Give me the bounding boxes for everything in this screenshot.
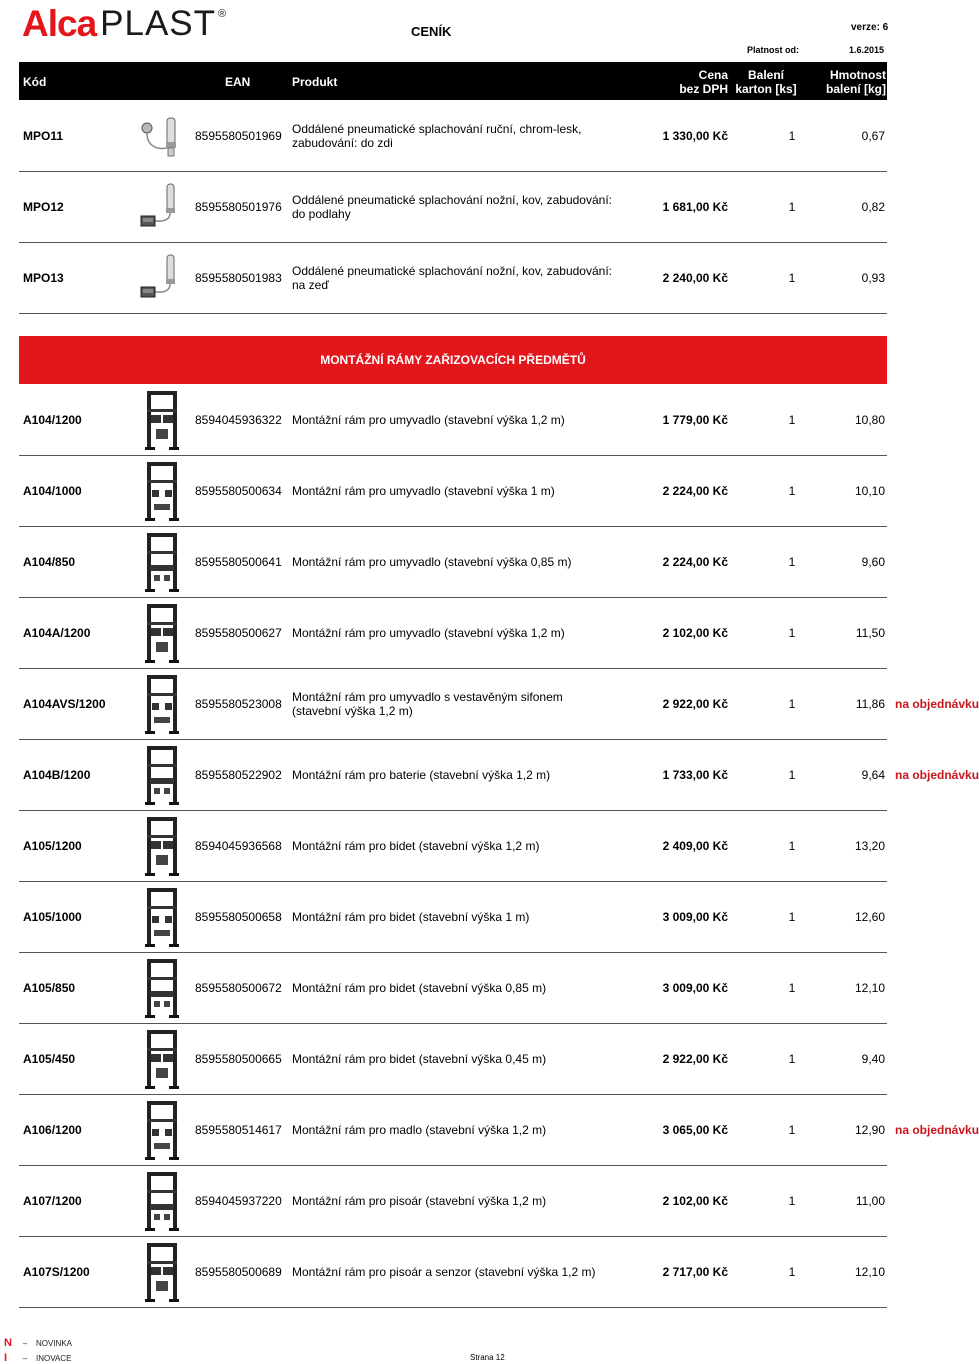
product-code: A104B/1200 xyxy=(23,767,91,782)
column-header-pack-line2: karton [ks] xyxy=(735,82,797,96)
product-price: 2 224,00 Kč xyxy=(662,554,728,569)
section-title: MONTÁŽNÍ RÁMY ZAŘIZOVACÍCH PŘEDMĚTŮ xyxy=(320,353,586,367)
pneumatic-flush-foot-icon xyxy=(131,242,193,313)
mounting-frame-icon xyxy=(131,526,193,597)
product-price: 2 717,00 Kč xyxy=(662,1264,728,1279)
product-ean: 8595580501969 xyxy=(195,128,282,143)
table-row xyxy=(19,952,887,1024)
product-ean: 8595580500627 xyxy=(195,625,282,640)
mounting-frame-icon xyxy=(131,1165,193,1236)
mounting-frame-icon xyxy=(131,384,193,455)
mounting-frame-icon xyxy=(131,952,193,1023)
product-weight: 11,00 xyxy=(855,1193,885,1208)
valid-from-date: 1.6.2015 xyxy=(849,45,885,55)
product-price: 2 240,00 Kč xyxy=(662,270,728,285)
product-price: 1 733,00 Kč xyxy=(662,767,728,782)
mounting-frame-icon xyxy=(131,739,193,810)
table-row xyxy=(19,526,887,598)
product-weight: 9,60 xyxy=(861,554,885,569)
pneumatic-flush-foot-icon xyxy=(131,171,193,242)
table-row xyxy=(19,739,979,811)
mounting-frame-icon xyxy=(131,597,193,668)
product-code: MPO11 xyxy=(23,128,64,143)
product-price: 2 922,00 Kč xyxy=(662,696,728,711)
product-description: Montážní rám pro umyvadlo s vestavěným sifonem (stavební výška 1,2 m) xyxy=(292,689,563,718)
product-pack-quantity: 1 xyxy=(788,696,796,711)
column-header-price xyxy=(659,68,728,96)
table-row xyxy=(19,242,887,314)
product-weight: 13,20 xyxy=(854,838,885,853)
product-ean: 8595580500689 xyxy=(195,1264,282,1279)
product-description: Montážní rám pro umyvadlo (stavební výška 1,2 m) xyxy=(292,412,565,427)
product-description: Montážní rám pro madlo (stavební výška 1,2 m) xyxy=(292,1122,547,1137)
product-ean: 8595580500658 xyxy=(195,909,282,924)
table-row xyxy=(19,597,887,669)
product-description: Oddálené pneumatické splachování ruční, chrom-lesk, zabudování: do zdi xyxy=(292,121,582,150)
legend-new-text: NOVINKA xyxy=(36,1338,73,1348)
product-price: 1 779,00 Kč xyxy=(662,412,728,427)
product-code: MPO12 xyxy=(23,199,64,214)
product-code: A105/450 xyxy=(23,1051,76,1066)
mounting-frame-icon xyxy=(131,1236,193,1307)
product-ean: 8595580501976 xyxy=(195,199,282,214)
product-description: Montážní rám pro bidet (stavební výška 1 m) xyxy=(292,909,530,924)
product-weight: 12,10 xyxy=(854,980,885,995)
table-row xyxy=(19,1236,887,1308)
legend-new-letter: N xyxy=(4,1337,12,1349)
product-weight: 9,64 xyxy=(861,767,885,782)
alcaplast-logo xyxy=(22,3,227,44)
product-ean: 8595580500641 xyxy=(195,554,282,569)
product-ean: 8595580500634 xyxy=(195,483,282,498)
legend-innovation-text: INOVACE xyxy=(36,1353,72,1363)
product-price: 2 922,00 Kč xyxy=(662,1051,728,1066)
mounting-frame-icon xyxy=(131,455,193,526)
product-weight: 12,90 xyxy=(854,1122,885,1137)
product-description: Oddálené pneumatické splachování nožní, kov, zabudování: na zeď xyxy=(292,263,612,292)
table-row xyxy=(19,810,887,882)
product-code: A104A/1200 xyxy=(23,625,91,640)
product-weight: 12,60 xyxy=(854,909,885,924)
product-price: 2 102,00 Kč xyxy=(662,625,728,640)
table-row xyxy=(19,384,887,456)
product-weight: 11,86 xyxy=(855,696,885,711)
product-description: Montážní rám pro pisoár (stavební výška 1,2 m) xyxy=(292,1193,547,1208)
product-pack-quantity: 1 xyxy=(788,1051,796,1066)
column-header-code: Kód xyxy=(23,75,47,89)
product-pack-quantity: 1 xyxy=(788,838,796,853)
mounting-frame-icon xyxy=(131,810,193,881)
product-pack-quantity: 1 xyxy=(788,1122,796,1137)
product-ean: 8595580501983 xyxy=(195,270,282,285)
product-code: A104/850 xyxy=(23,554,76,569)
product-price: 2 102,00 Kč xyxy=(662,1193,728,1208)
product-pack-quantity: 1 xyxy=(788,554,796,569)
product-pack-quantity: 1 xyxy=(788,1264,796,1279)
product-weight: 12,10 xyxy=(854,1264,885,1279)
product-price: 3 009,00 Kč xyxy=(662,980,728,995)
product-weight: 10,10 xyxy=(854,483,885,498)
order-only-note: na objednávku xyxy=(895,696,979,711)
table-row xyxy=(19,1165,887,1237)
product-description: Oddálené pneumatické splachování nožní, kov, zabudování: do podlahy xyxy=(292,192,612,221)
column-header-pack-line1: Balení xyxy=(747,68,784,82)
product-description: Montážní rám pro pisoár a senzor (stavební výška 1,2 m) xyxy=(292,1264,596,1279)
product-ean: 8595580500672 xyxy=(195,980,282,995)
legend-innovation-dash: – xyxy=(22,1353,28,1363)
product-code: MPO13 xyxy=(23,270,64,285)
logo-text-dark: PLAST xyxy=(100,4,217,43)
product-ean: 8594045936568 xyxy=(195,838,282,853)
product-price: 2 224,00 Kč xyxy=(662,483,728,498)
product-code: A104/1000 xyxy=(23,483,82,498)
legend-new xyxy=(4,1337,72,1349)
document-title: CENÍK xyxy=(411,24,452,39)
valid-from-label: Platnost od: xyxy=(747,45,799,55)
column-header-weight-line1: Hmotnost xyxy=(830,68,886,82)
column-header-weight xyxy=(819,68,886,96)
product-price: 1 681,00 Kč xyxy=(662,199,728,214)
product-pack-quantity: 1 xyxy=(788,909,796,924)
product-ean: 8595580500665 xyxy=(195,1051,282,1066)
table-row xyxy=(19,455,887,527)
product-weight: 11,50 xyxy=(855,625,885,640)
mounting-frame-icon xyxy=(131,881,193,952)
product-price: 3 065,00 Kč xyxy=(662,1122,728,1137)
product-code: A107S/1200 xyxy=(23,1264,90,1279)
section-header xyxy=(19,336,887,384)
pneumatic-flush-icon xyxy=(131,100,193,171)
column-header-ean: EAN xyxy=(225,75,251,89)
column-header-pack xyxy=(734,68,798,96)
mounting-frame-icon xyxy=(131,668,193,739)
column-header-product: Produkt xyxy=(292,75,338,89)
product-code: A105/850 xyxy=(23,980,76,995)
product-ean: 8595580514617 xyxy=(195,1122,282,1137)
order-only-note: na objednávku xyxy=(895,1122,979,1137)
product-code: A105/1200 xyxy=(23,838,82,853)
product-description: Montážní rám pro umyvadlo (stavební výška 1,2 m) xyxy=(292,625,565,640)
column-header-price-line2: bez DPH xyxy=(679,82,728,96)
product-code: A107/1200 xyxy=(23,1193,82,1208)
product-description: Montážní rám pro bidet (stavební výška 0,45 m) xyxy=(292,1051,547,1066)
product-pack-quantity: 1 xyxy=(788,625,796,640)
version-label: verze: 6 xyxy=(851,22,889,33)
product-code: A104AVS/1200 xyxy=(23,696,106,711)
product-pack-quantity: 1 xyxy=(788,483,796,498)
product-pack-quantity: 1 xyxy=(788,270,796,285)
product-description: Montážní rám pro umyvadlo (stavební výška 0,85 m) xyxy=(292,554,572,569)
product-weight: 0,93 xyxy=(861,270,885,285)
product-code: A104/1200 xyxy=(23,412,82,427)
product-pack-quantity: 1 xyxy=(788,199,796,214)
product-ean: 8594045936322 xyxy=(195,412,282,427)
table-row xyxy=(19,100,887,172)
product-weight: 0,67 xyxy=(861,128,885,143)
legend-new-dash: – xyxy=(22,1338,28,1348)
product-weight: 0,82 xyxy=(861,199,885,214)
product-pack-quantity: 1 xyxy=(788,1193,796,1208)
product-ean: 8595580522902 xyxy=(195,767,282,782)
product-description: Montážní rám pro baterie (stavební výška 1,2 m) xyxy=(292,767,551,782)
product-description: Montážní rám pro umyvadlo (stavební výška 1 m) xyxy=(292,483,555,498)
order-only-note: na objednávku xyxy=(895,767,979,782)
product-pack-quantity: 1 xyxy=(788,412,796,427)
table-row xyxy=(19,171,887,243)
mounting-frame-icon xyxy=(131,1023,193,1094)
product-weight: 10,80 xyxy=(854,412,885,427)
product-price: 2 409,00 Kč xyxy=(662,838,728,853)
product-ean: 8594045937220 xyxy=(195,1193,282,1208)
legend-innovation xyxy=(4,1352,71,1364)
column-header-weight-line2: balení [kg] xyxy=(825,82,886,96)
logo-registered-mark: ® xyxy=(218,8,227,20)
page-number: Strana 12 xyxy=(470,1353,505,1362)
table-row xyxy=(19,1023,887,1095)
product-pack-quantity: 1 xyxy=(788,767,796,782)
product-code: A105/1000 xyxy=(23,909,82,924)
table-row xyxy=(19,881,887,953)
table-header xyxy=(19,62,887,100)
table-row xyxy=(19,1094,979,1166)
logo-text-red: Alca xyxy=(22,3,97,44)
product-weight: 9,40 xyxy=(861,1051,885,1066)
product-description: Montážní rám pro bidet (stavební výška 1,2 m) xyxy=(292,838,540,853)
mounting-frame-icon xyxy=(131,1094,193,1165)
product-pack-quantity: 1 xyxy=(788,980,796,995)
column-header-price-line1: Cena xyxy=(698,68,728,82)
product-ean: 8595580523008 xyxy=(195,696,282,711)
product-price: 1 330,00 Kč xyxy=(662,128,728,143)
legend-innovation-letter: I xyxy=(4,1352,8,1364)
table-row xyxy=(19,668,979,740)
product-pack-quantity: 1 xyxy=(788,128,796,143)
product-code: A106/1200 xyxy=(23,1122,82,1137)
product-description: Montážní rám pro bidet (stavební výška 0,85 m) xyxy=(292,980,547,995)
product-price: 3 009,00 Kč xyxy=(662,909,728,924)
